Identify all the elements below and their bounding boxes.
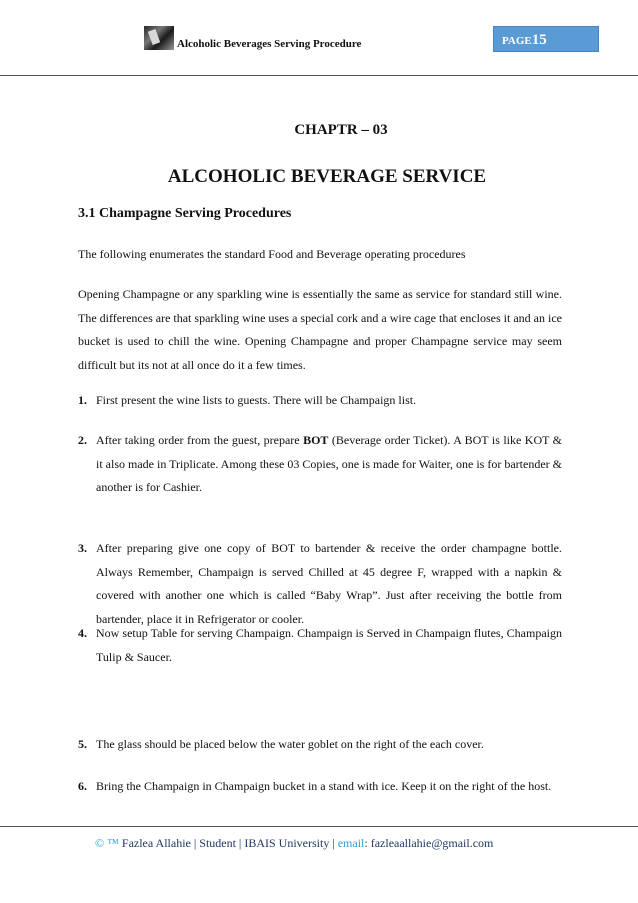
page-number-badge xyxy=(493,26,599,52)
list-item-number: 2. xyxy=(78,433,87,447)
list-item-number: 5. xyxy=(78,737,87,751)
copyright-mark: © ™ xyxy=(95,836,119,850)
bot-bold-term: BOT xyxy=(303,433,329,447)
list-item-number: 1. xyxy=(78,393,87,407)
list-item-number: 3. xyxy=(78,541,87,555)
page-number: 15 xyxy=(531,32,547,48)
list-item-text xyxy=(96,429,562,500)
main-title: ALCOHOLIC BEVERAGE SERVICE xyxy=(167,166,487,187)
intro-text: The following enumerates the standard Food and Beverage operating procedures xyxy=(78,247,466,261)
list-item-text-start: After taking order from the guest, prepare xyxy=(96,433,304,447)
photo-logo-icon xyxy=(144,26,174,50)
list-item xyxy=(78,622,562,669)
header-title: Alcoholic Beverages Serving Procedure xyxy=(177,38,362,50)
page-footer xyxy=(95,836,493,851)
page-header xyxy=(0,0,638,78)
page-label: PAGE xyxy=(502,35,532,47)
list-item xyxy=(78,733,562,757)
list-item-text: Now setup Table for serving Champaign. Champaign is Served in Champaign flutes, Champaign Tulip & Saucer. xyxy=(96,626,562,664)
header-divider xyxy=(0,75,638,76)
list-item-text: The glass should be placed below the water goblet on the right of the each cover. xyxy=(96,737,484,751)
list-item xyxy=(78,389,562,413)
list-item xyxy=(78,775,562,799)
chapter-heading: CHAPTR – 03 xyxy=(294,122,388,138)
section-heading: 3.1 Champagne Serving Procedures xyxy=(78,206,292,221)
list-item xyxy=(78,537,562,632)
list-item-text-end: (Beverage order Ticket). A BOT is like KOT & it also made in Triplicate. Among these 03 Copies, one is made for Waiter, one is for bartender & another is for Cashier. xyxy=(96,433,563,495)
list-item-text: After preparing give one copy of BOT to bartender & receive the order champagne bottle. Always Remember, Champaign is served Chilled at 45 degree F, wrapped with a napkin & covered with another one which is called “Baby Wrap”. Just after receiving the bottle from bartender, place it in Refrigerator or cooler. xyxy=(96,541,562,627)
footer-author: Fazlea Allahie | Student | IBAIS University | xyxy=(118,836,338,850)
list-item-number: 6. xyxy=(78,779,87,793)
list-item-text: First present the wine lists to guests. There will be Champaign list. xyxy=(96,393,417,407)
footer-email[interactable]: : fazleaallahie@gmail.com xyxy=(364,836,494,850)
list-item-text: Bring the Champaign in Champaign bucket in a stand with ice. Keep it on the right of the host. xyxy=(96,779,552,793)
footer-email-label: email xyxy=(337,836,365,850)
list-item-number: 4. xyxy=(78,626,87,640)
list-item xyxy=(78,429,562,500)
footer-divider xyxy=(0,826,638,827)
body-paragraph: Opening Champagne or any sparkling wine is essentially the same as service for standard still wine. The differences are that sparkling wine uses a special cork and a wire cage that encloses it and an ice bucket is used to chill the wine. Opening Champagne and proper Champagne service may seem difficult but its not at all once do it a few times. xyxy=(78,287,562,373)
